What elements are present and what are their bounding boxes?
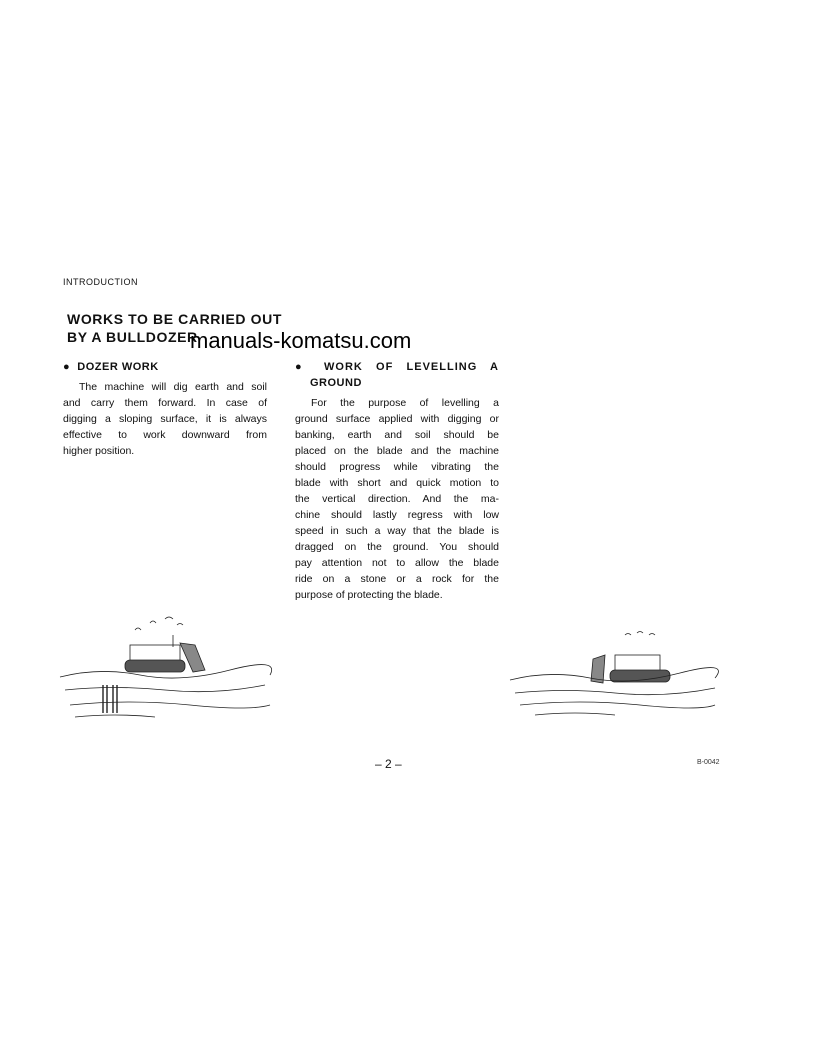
levelling-paragraph bbox=[295, 395, 499, 603]
heading-text: GROUND bbox=[310, 377, 362, 389]
text-line: The machine will dig earth and soil bbox=[79, 381, 267, 393]
text-line: For the purpose of levelling a bbox=[311, 397, 499, 409]
page-number: – 2 – bbox=[375, 757, 402, 771]
text-line: should progress while vibrating the bbox=[295, 461, 499, 473]
text-line: higher position. bbox=[63, 445, 135, 457]
text-line: speed in such a way that the blade is bbox=[295, 525, 499, 537]
title-line: BY A BULLDOZER bbox=[67, 329, 198, 345]
text-line: banking, earth and soil should be bbox=[295, 429, 499, 441]
text-line: and carry them forward. In case of bbox=[63, 397, 267, 409]
heading-text: DOZER WORK bbox=[77, 361, 159, 373]
watermark: manuals-komatsu.com bbox=[190, 328, 412, 353]
text-line: effective to work downward from bbox=[63, 429, 267, 441]
dozer-work-heading bbox=[63, 359, 159, 375]
text-line: ground surface applied with digging or bbox=[295, 413, 499, 425]
heading-text: WORK OF LEVELLING A bbox=[324, 361, 500, 373]
figure-code: B-0042 bbox=[697, 759, 720, 766]
section-header: INTRODUCTION bbox=[63, 277, 138, 287]
title-line: WORKS TO BE CARRIED OUT bbox=[67, 311, 282, 327]
bullet-icon: ● bbox=[295, 361, 325, 373]
levelling-illustration bbox=[505, 625, 720, 720]
bullet-icon: ● bbox=[63, 361, 78, 373]
levelling-heading bbox=[295, 359, 499, 391]
text-line: purpose of protecting the blade. bbox=[295, 589, 443, 601]
text-line: dragged on the ground. You should bbox=[295, 541, 499, 553]
text-line: chine should lastly regress with low bbox=[295, 509, 499, 521]
text-line: pay attention not to allow the blade bbox=[295, 557, 499, 569]
text-line: the vertical direction. And the ma- bbox=[295, 493, 499, 505]
text-line: ride on a stone or a rock for the bbox=[295, 573, 499, 585]
dozer-work-illustration bbox=[55, 605, 275, 725]
text-line: placed on the blade and the machine bbox=[295, 445, 499, 457]
dozer-work-paragraph bbox=[63, 379, 267, 459]
text-line: digging a sloping surface, it is always bbox=[63, 413, 267, 425]
text-line: blade with short and quick motion to bbox=[295, 477, 499, 489]
